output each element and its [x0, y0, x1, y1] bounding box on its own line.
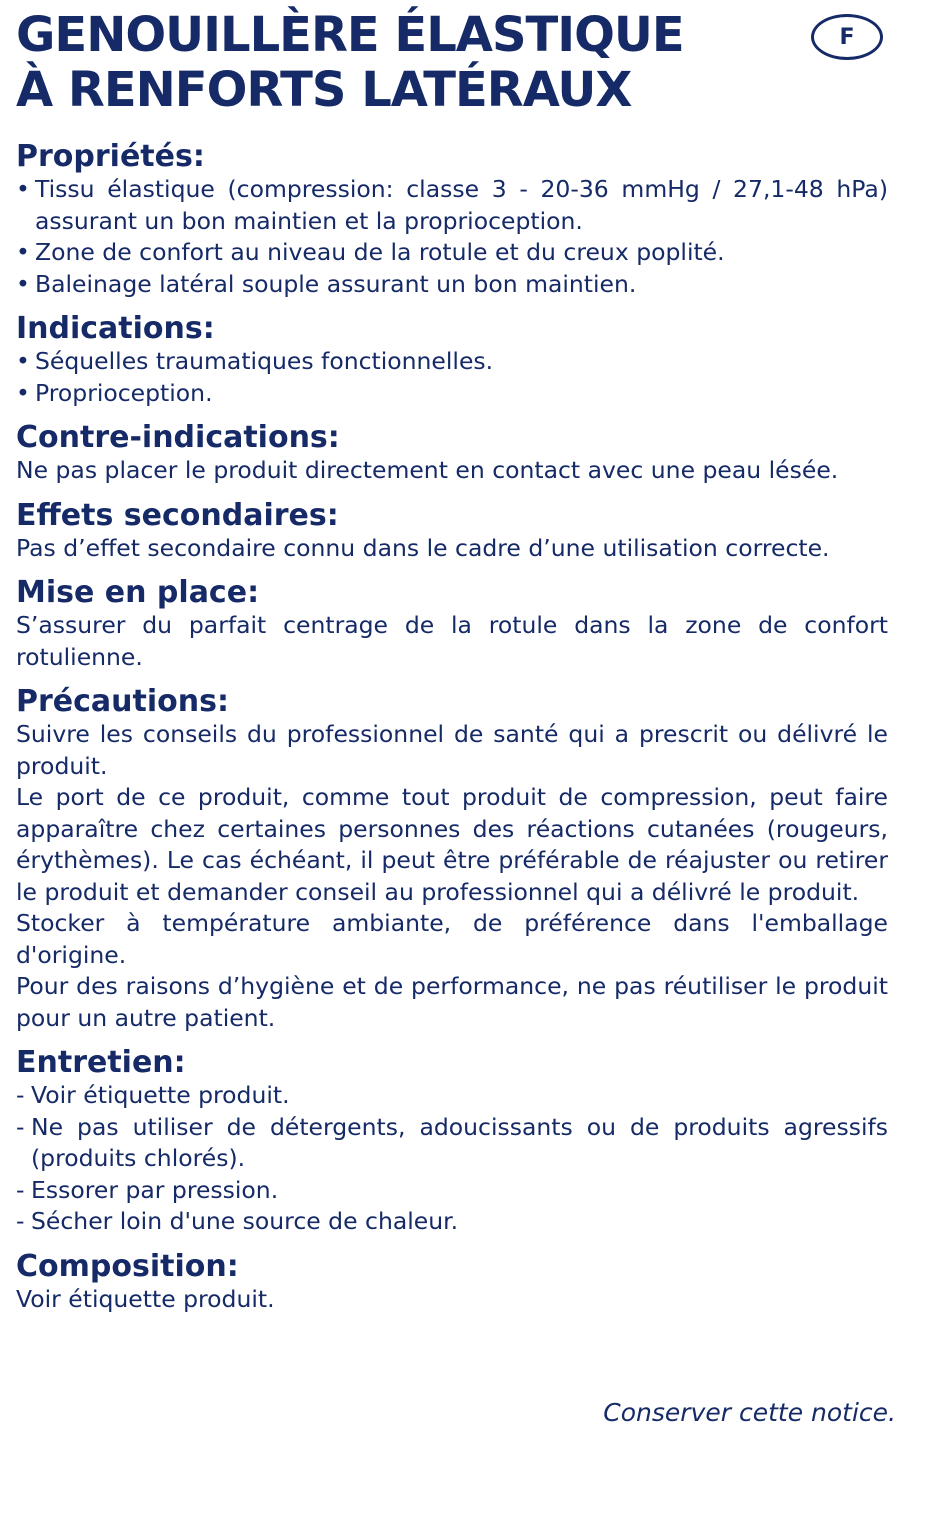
section-paragraph: Le port de ce produit, comme tout produit de compression, peut faire apparaître chez certaines personnes des réactions cutanées (rougeurs, érythèmes). Le cas échéant, il peut être préférable de réajuster ou retirer le produit et demander conseil au professionnel qui a délivré le produit.: [16, 783, 888, 906]
section-paragraph: Stocker à température ambiante, de préférence dans l'emballage d'origine.: [16, 909, 888, 969]
list-item-text: Baleinage latéral souple assurant un bon maintien.: [35, 269, 637, 298]
list-item: [16, 1175, 888, 1207]
bullet-marker: •: [16, 347, 30, 375]
list-item: [16, 346, 888, 378]
section-heading: Indications:: [16, 311, 215, 346]
section-precautions: [16, 685, 888, 1034]
bullet-list: [16, 346, 888, 409]
section-heading: Mise en place:: [16, 575, 260, 610]
dash-marker: -: [16, 1081, 25, 1109]
section-paragraph: Suivre les conseils du professionnel de santé qui a prescrit ou délivré le produit.: [16, 720, 888, 780]
keep-notice-text: Conserver cette notice.: [603, 1398, 896, 1427]
list-item: [16, 378, 888, 410]
dash-marker: -: [16, 1207, 25, 1235]
section-heading: Contre-indications:: [16, 420, 340, 455]
list-item: [16, 1080, 888, 1112]
list-item: [16, 1112, 888, 1175]
list-item-text: Séquelles traumatiques fonctionnelles.: [35, 347, 494, 375]
language-code: F: [839, 24, 855, 50]
section-effets-secondaires: [16, 499, 888, 565]
section-text: Voir étiquette produit.: [16, 1284, 275, 1313]
list-item: [16, 237, 888, 269]
bullet-marker: •: [16, 269, 30, 298]
section-composition: [16, 1250, 888, 1316]
language-badge: [811, 14, 883, 60]
section-heading: Propriétés:: [16, 139, 205, 174]
section-mise-en-place: [16, 576, 888, 673]
list-item: [16, 174, 888, 237]
section-entretien: [16, 1046, 888, 1238]
section-text: Pas d’effet secondaire connu dans le cadre d’une utilisation correcte.: [16, 533, 830, 562]
bullet-marker: •: [16, 238, 30, 266]
section-indications: [16, 312, 888, 409]
product-title-line-1: GENOUILLÈRE ÉLASTIQUE: [16, 7, 684, 63]
section-paragraph: Pour des raisons d’hygiène et de performance, ne pas réutiliser le produit pour un autre patient.: [16, 972, 888, 1032]
list-item: [16, 1206, 888, 1238]
dash-list: [16, 1080, 888, 1238]
list-item-text: Sécher loin d'une source de chaleur.: [31, 1207, 459, 1235]
section-heading: Effets secondaires:: [16, 497, 339, 533]
list-item-text: Ne pas utiliser de détergents, adoucissants ou de produits agressifs (produits chlorés).: [31, 1112, 888, 1172]
bullet-marker: •: [16, 175, 30, 203]
list-item-text: Tissu élastique (compression: classe 3 - 20-36 mmHg / 27,1-48 hPa) assurant un bon maintien et la proprioception.: [35, 175, 888, 235]
section-proprietes: [16, 140, 888, 300]
list-item-text: Essorer par pression.: [31, 1175, 279, 1204]
list-item: [16, 269, 888, 301]
dash-marker: -: [16, 1112, 25, 1141]
bullet-list: [16, 174, 888, 300]
list-item-text: Voir étiquette produit.: [31, 1081, 290, 1109]
section-heading: Entretien:: [16, 1045, 186, 1080]
list-item-text: Zone de confort au niveau de la rotule et du creux poplité.: [35, 238, 725, 266]
dash-marker: -: [16, 1175, 25, 1204]
section-heading: Précautions:: [16, 684, 229, 719]
section-contre-indications: [16, 421, 888, 487]
instruction-leaflet: [16, 8, 888, 1327]
list-item-text: Proprioception.: [35, 378, 213, 407]
product-title: [16, 8, 888, 118]
section-heading: Composition:: [16, 1248, 239, 1284]
product-title-line-2: À RENFORTS LATÉRAUX: [16, 62, 632, 118]
leaflet-content: [16, 140, 888, 1315]
section-text: Ne pas placer le produit directement en contact avec une peau lésée.: [16, 456, 839, 484]
bullet-marker: •: [16, 378, 30, 407]
section-text: S’assurer du parfait centrage de la rotule dans la zone de confort rotulienne.: [16, 611, 888, 671]
